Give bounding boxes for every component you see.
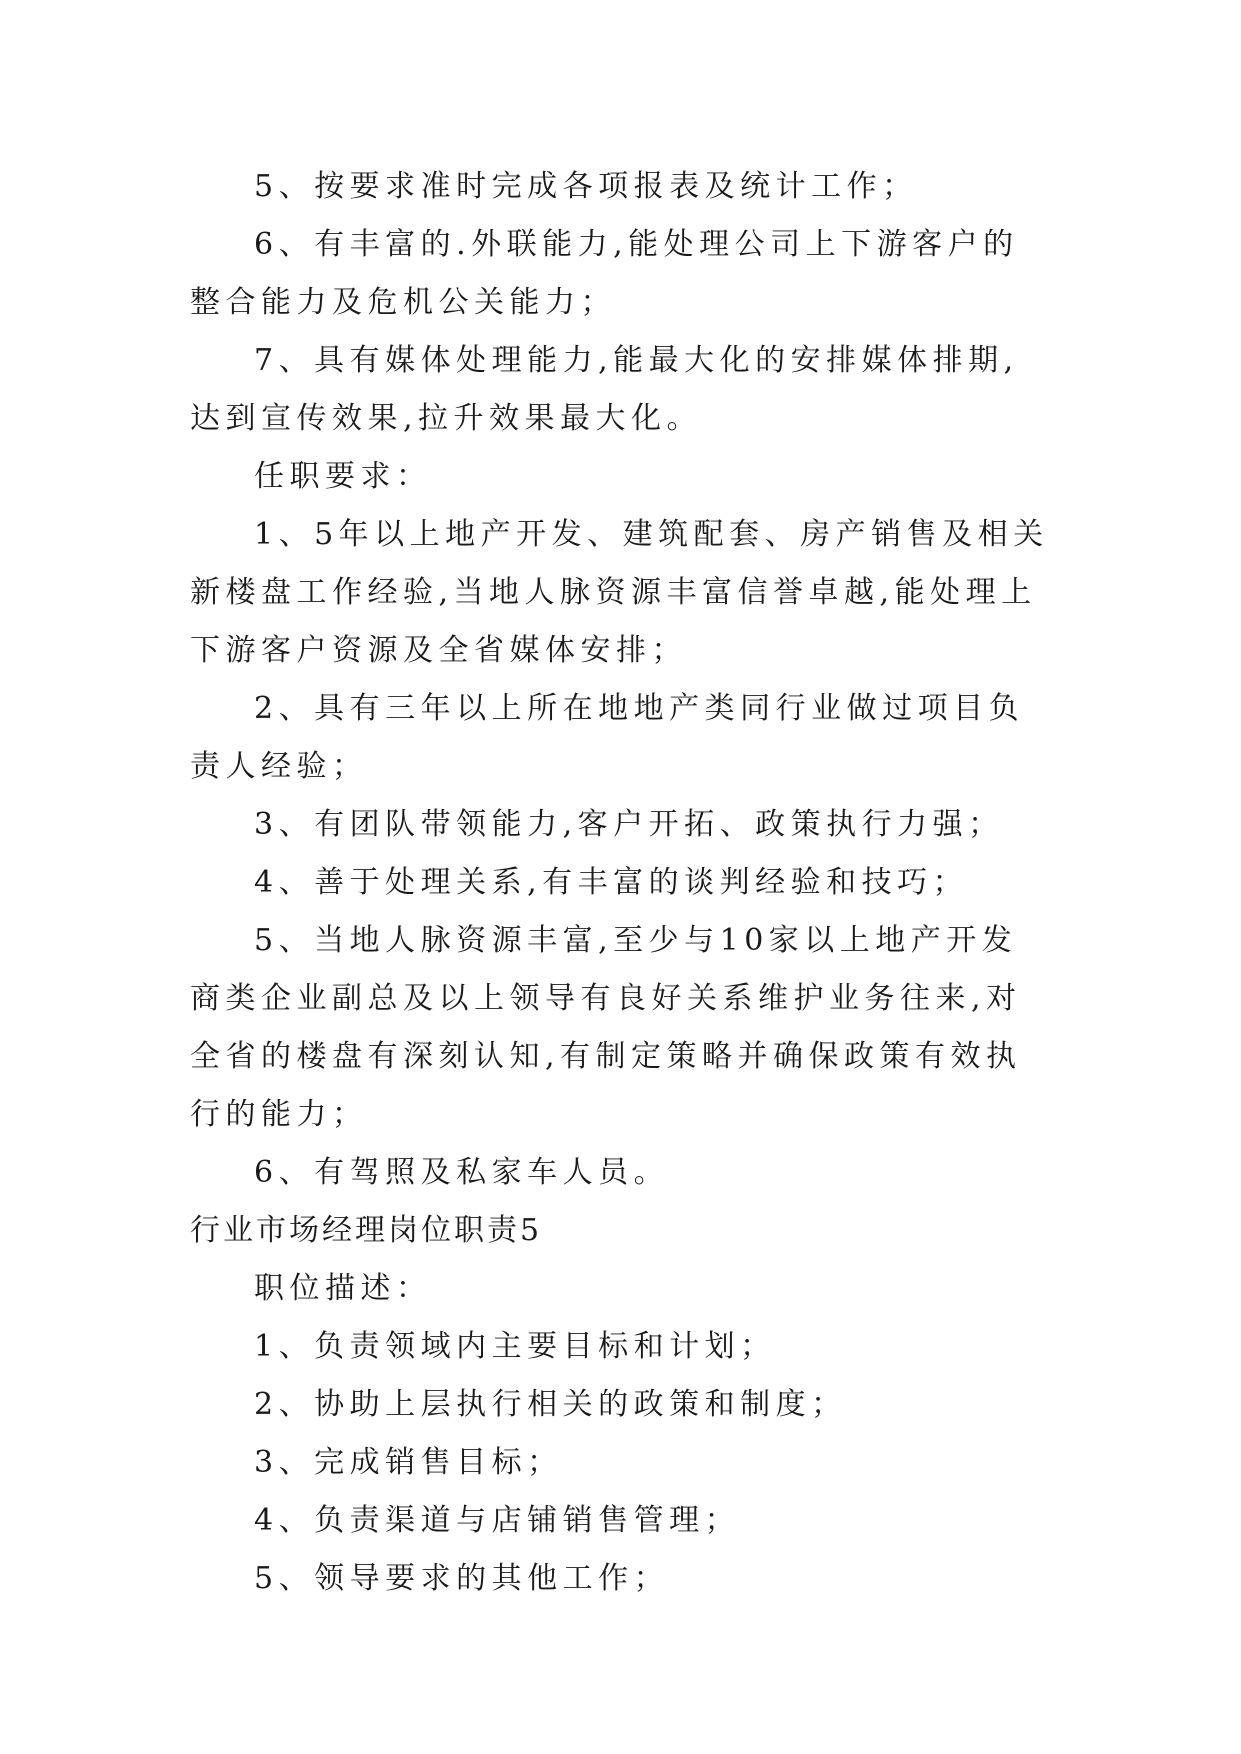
paragraph: 1、负责领域内主要目标和计划； (254, 1329, 776, 1364)
paragraph: 2、具有三年以上所在地地产类同行业做过项目负责人经验； (190, 691, 1025, 784)
paragraph: 5、领导要求的其他工作； (254, 1561, 670, 1596)
document-page (190, 158, 1050, 1608)
paragraph: 5、当地人脉资源丰富,至少与10家以上地产开发商类企业副总及以上领导有良好关系维护业务往来,对全省的楼盘有深刻认知,有制定策略并确保政策有效执行的能力； (190, 923, 1022, 1132)
paragraph: 6、有驾照及私家车人员。 (254, 1155, 670, 1190)
paragraph: 6、有丰富的.外联能力,能处理公司上下游客户的整合能力及危机公关能力； (190, 227, 1019, 320)
paragraph: 4、善于处理关系,有丰富的谈判经验和技巧； (254, 865, 969, 900)
paragraph: 2、协助上层执行相关的政策和制度； (254, 1387, 847, 1422)
paragraph: 7、具有媒体处理能力,能最大化的安排媒体排期,达到宣传效果,拉升效果最大化。 (190, 343, 1019, 436)
paragraph: 3、有团队带领能力,客户开拓、政策执行力强； (254, 807, 1004, 842)
paragraph: 5、按要求准时完成各项报表及统计工作； (254, 169, 918, 204)
paragraph: 4、负责渠道与店铺销售管理； (254, 1503, 741, 1538)
section-label: 职位描述： (254, 1271, 432, 1306)
section-label: 任职要求： (254, 459, 432, 494)
section-heading: 行业市场经理岗位职责5 (190, 1213, 543, 1248)
paragraph: 1、5年以上地产开发、建筑配套、房产销售及相关新楼盘工作经验,当地人脉资源丰富信誉卓越,能处理上下游客户资源及全省媒体安排； (190, 517, 1049, 668)
paragraph: 3、完成销售目标； (254, 1445, 563, 1480)
